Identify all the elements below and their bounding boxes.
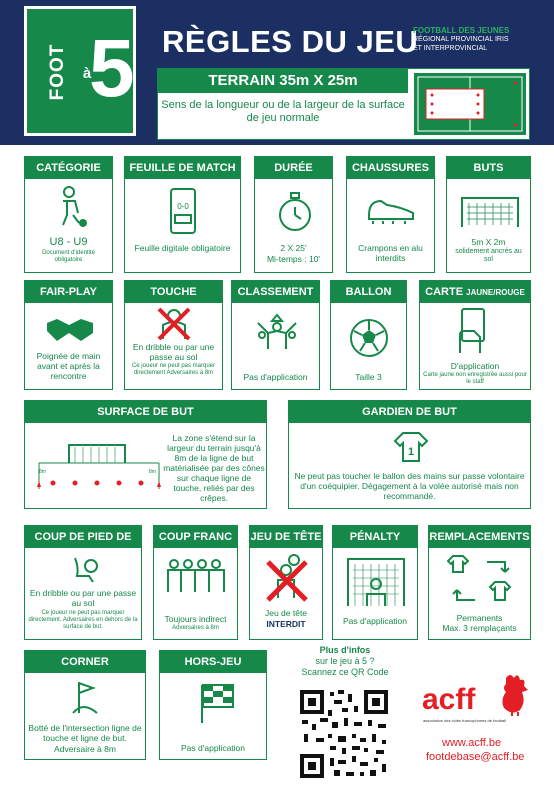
card-heading: COUP FRANC [154, 526, 237, 548]
card-small: Adversaires à 8m [172, 625, 219, 631]
logo-word: FOOT [47, 43, 68, 101]
card-main: En dribble ou par une passe au sol [29, 588, 137, 608]
website-link[interactable]: www.acff.be [442, 737, 502, 749]
smartphone-icon [169, 187, 197, 235]
card-coup-pied [24, 525, 142, 640]
terrain-text: Sens de la longueur ou de la largeur de la surface de jeu normale [161, 99, 405, 124]
player-kicking-icon [55, 185, 91, 229]
defensive-wall-icon [164, 556, 228, 596]
card-heading: GARDIEN DE BUT [289, 401, 530, 423]
qr-code-icon [298, 688, 390, 780]
card-main-2: INTERDIT [266, 619, 306, 629]
card-main: Toujours indirect [164, 614, 227, 624]
field-diagram [414, 73, 526, 135]
page-title: RÈGLES DU JEU [162, 24, 419, 59]
card-jeu-tete [249, 525, 323, 640]
card-carte [419, 280, 531, 390]
card-small: Carte jaune non enregistrée aussi pour le staff [423, 372, 527, 385]
card-duree [254, 156, 333, 273]
header-banner [0, 0, 554, 145]
card-main: Ne peut pas toucher le ballon des mains sur passe volontaire d'un coéquipier. Dégagement à la volée autorisé mais non recommandé. [294, 471, 525, 501]
card-main: U8 - U9 [49, 236, 88, 248]
card-main: Jeu de tête [264, 608, 308, 618]
card-heading: FEUILLE DE MATCH [125, 157, 240, 179]
header-forbidden-icon [264, 554, 310, 604]
logo-number: 5 [89, 23, 135, 114]
card-surface [24, 400, 267, 509]
rooster-icon [498, 672, 534, 718]
corner-flag-icon [71, 679, 103, 715]
card-main: Poignée de main avant et après la rencontre [36, 351, 101, 381]
card-buts [446, 156, 531, 273]
football-ball-icon [348, 317, 390, 359]
org-line-1: FOOTBALL DES JEUNES [413, 26, 510, 35]
card-main: 5m X 2m [471, 237, 506, 247]
card-heading: PÉNALTY [333, 526, 417, 548]
card-main: Taille 3 [355, 372, 382, 382]
acff-tagline: association des clubs francophones de football [423, 718, 506, 723]
card-main-2: Max. 3 remplaçants [442, 623, 517, 633]
goal-icon [459, 195, 521, 229]
throw-in-forbidden-icon [157, 307, 191, 341]
terrain-heading: TERRAIN 35m X 25m [158, 69, 408, 93]
card-main: La zone s'étend sur la largeur du terrain jusqu'à 8m de la ligne de but matérialisée par des cônes sur chaque ligne de touche, reliés par des crêpes. [163, 433, 265, 503]
card-heading: HORS-JEU [160, 651, 266, 673]
card-main: Feuille digitale obligatoire [134, 243, 231, 253]
penalty-goal-icon [345, 556, 407, 608]
card-gardien [288, 400, 531, 509]
acff-logo: acff [422, 683, 476, 716]
info-line-1: Plus d'infos [319, 645, 371, 655]
card-remplacements [428, 525, 531, 640]
card-heading: SURFACE DE BUT [25, 401, 266, 423]
card-heading: JEU DE TÊTE [250, 526, 322, 548]
handshake-icon [45, 313, 95, 343]
info-line-3: Scannez ce QR Code [301, 667, 389, 677]
card-heading: DURÉE [255, 157, 332, 179]
logo-a: à [82, 65, 92, 82]
card-fairplay [24, 280, 113, 390]
card-heading: FAIR-PLAY [25, 281, 112, 303]
football-boot-icon [365, 195, 419, 225]
card-main-2: Adversaire à 8m [54, 744, 116, 754]
card-heading: REMPLACEMENTS [429, 526, 530, 548]
card-small: Mi-temps : 10' [266, 254, 321, 264]
terrain-panel [157, 68, 530, 140]
card-heading: COUP DE PIED DE BUT [25, 526, 141, 548]
card-main: En dribble ou par une passe au sol [132, 342, 215, 362]
info-line-2: sur le jeu à 5 ? [315, 656, 375, 666]
org-line-2: RÉGIONAL PROVINCIAL IRIS [413, 36, 509, 43]
surface-label-left: 8m [39, 469, 46, 475]
card-hand-icon [454, 307, 496, 355]
card-main: Crampons en alu interdits [358, 243, 423, 263]
goal-kick-icon [67, 554, 101, 584]
svg-text:0-0: 0-0 [177, 202, 189, 211]
card-chaussures [346, 156, 435, 273]
card-main: Permanents [456, 613, 503, 623]
card-categorie [24, 156, 113, 273]
card-heading: CHAUSSURES [347, 157, 434, 179]
card-coup-franc [153, 525, 238, 640]
card-ballon [330, 280, 407, 390]
card-heading: CATÉGORIE [25, 157, 112, 179]
card-heading-small: JAUNE/ROUGE [466, 288, 525, 297]
substitution-icon [447, 552, 515, 608]
card-horsjeu [159, 650, 267, 760]
celebrating-team-icon [254, 309, 300, 351]
qr-code[interactable] [298, 688, 390, 780]
card-heading: TOUCHE [125, 281, 222, 303]
card-small: Ce joueur ne peut pas marquer directement Adversaires à 8m [131, 363, 216, 376]
card-heading: CORNER [25, 651, 145, 673]
card-heading: CARTE [425, 286, 464, 298]
card-main: Botté de l'intersection ligne de touche et ligne de but. [28, 723, 142, 743]
card-small: Ce joueur ne peut pas marquer directement. Adversaires en dehors de la surface de but. [28, 610, 138, 630]
card-feuille [124, 156, 241, 273]
org-line-3: ET INTERPROVINCIAL [413, 45, 488, 52]
goal-area-diagram [35, 441, 163, 491]
card-main: Pas d'application [243, 372, 308, 382]
foot-a-5-logo [24, 6, 136, 136]
card-classement [231, 280, 320, 390]
card-small: solidement ancrés au sol [455, 248, 522, 263]
email-link[interactable]: footdebase@acff.be [426, 751, 525, 763]
info-block [290, 645, 400, 678]
card-main: Pas d'application [181, 743, 245, 753]
card-penalty [332, 525, 418, 640]
offside-flag-icon [196, 681, 238, 725]
card-corner [24, 650, 146, 760]
field-icon [414, 73, 526, 135]
card-small: Document d'identité obligatoire [42, 250, 95, 263]
surface-label-right: 8m [149, 469, 156, 475]
svg-text:1: 1 [407, 446, 415, 458]
card-heading: BUTS [447, 157, 530, 179]
card-main: Pas d'application [343, 616, 407, 626]
card-heading: CLASSEMENT [232, 281, 319, 303]
card-main: D'application [450, 361, 500, 371]
goalkeeper-shirt-icon [393, 431, 429, 463]
stopwatch-icon [275, 189, 315, 233]
card-heading: BALLON [331, 281, 406, 303]
card-heading-wrap [420, 281, 530, 303]
card-touche [124, 280, 223, 390]
card-main: 2 X 25' [280, 243, 307, 253]
